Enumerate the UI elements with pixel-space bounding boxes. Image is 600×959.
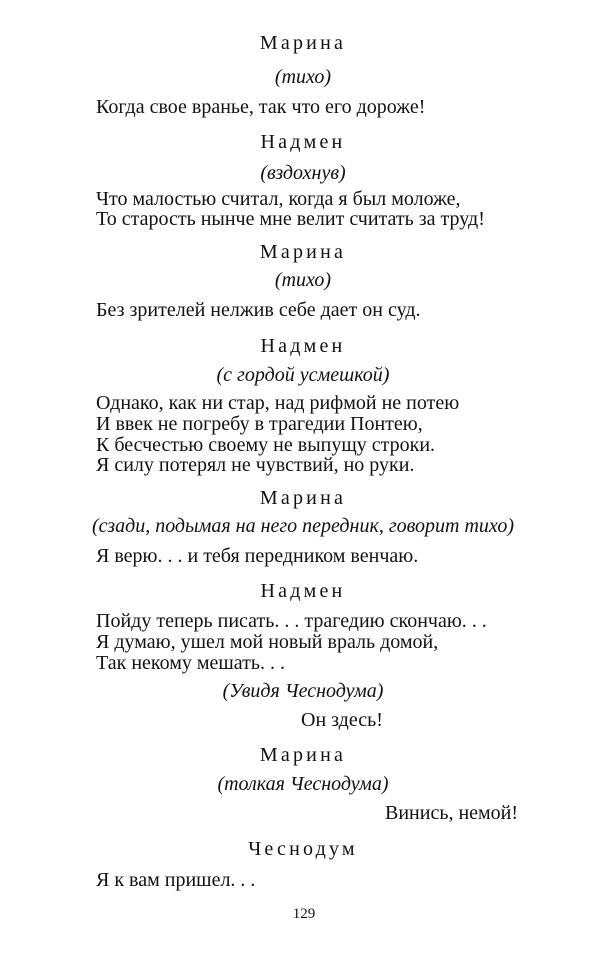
verse-line: Я силу потерял не чувствий, но руки. bbox=[96, 454, 415, 476]
verse-line-tail: Он здесь! bbox=[301, 709, 383, 731]
verse-line: То старость нынче мне велит считать за труд! bbox=[96, 208, 485, 230]
speaker-marina: Марина bbox=[259, 744, 347, 766]
stage-direction: (толкая Чеснодума) bbox=[217, 773, 389, 795]
speaker-chesnodum: Чеснодум bbox=[248, 838, 358, 860]
stage-direction: (Увидя Чеснодума) bbox=[222, 680, 384, 702]
verse-line: Однако, как ни стар, над рифмой не потею bbox=[96, 392, 460, 414]
verse-line: Я к вам пришел. . . bbox=[96, 869, 256, 891]
verse-line: Так некому мешать. . . bbox=[96, 652, 286, 674]
speaker-marina: Марина bbox=[259, 241, 347, 263]
speaker-nadmen: Надмен bbox=[260, 335, 346, 357]
verse-line: К бесчестью своему не выпущу строки. bbox=[96, 434, 436, 456]
stage-direction: (сзади, подымая на него передник, говорит тихо) bbox=[92, 515, 514, 537]
verse-line: Когда свое вранье, так что его дороже! bbox=[96, 96, 426, 118]
verse-line: Я верю. . . и тебя передником венчаю. bbox=[96, 545, 419, 567]
verse-line: Что малостью считал, когда я был моложе, bbox=[96, 188, 461, 210]
verse-line-tail: Винись, немой! bbox=[385, 802, 519, 824]
verse-line: Без зрителей нелжив себе дает он суд. bbox=[96, 299, 421, 321]
verse-line: И ввек не погребу в трагедии Понтею, bbox=[96, 413, 423, 435]
speaker-nadmen: Надмен bbox=[260, 131, 346, 153]
speaker-marina: Марина bbox=[259, 487, 347, 509]
speaker-marina: Марина bbox=[259, 32, 347, 54]
speaker-nadmen: Надмен bbox=[260, 580, 346, 602]
stage-direction: (тихо) bbox=[274, 269, 332, 291]
stage-direction: (с гордой усмешкой) bbox=[216, 364, 390, 386]
verse-line: Я думаю, ушел мой новый враль домой, bbox=[96, 631, 439, 653]
stage-direction: (тихо) bbox=[274, 66, 332, 88]
page-number: 129 bbox=[292, 906, 316, 922]
verse-line: Пойду теперь писать. . . трагедию скончаю. . . bbox=[96, 610, 487, 632]
stage-direction: (вздохнув) bbox=[260, 162, 346, 184]
